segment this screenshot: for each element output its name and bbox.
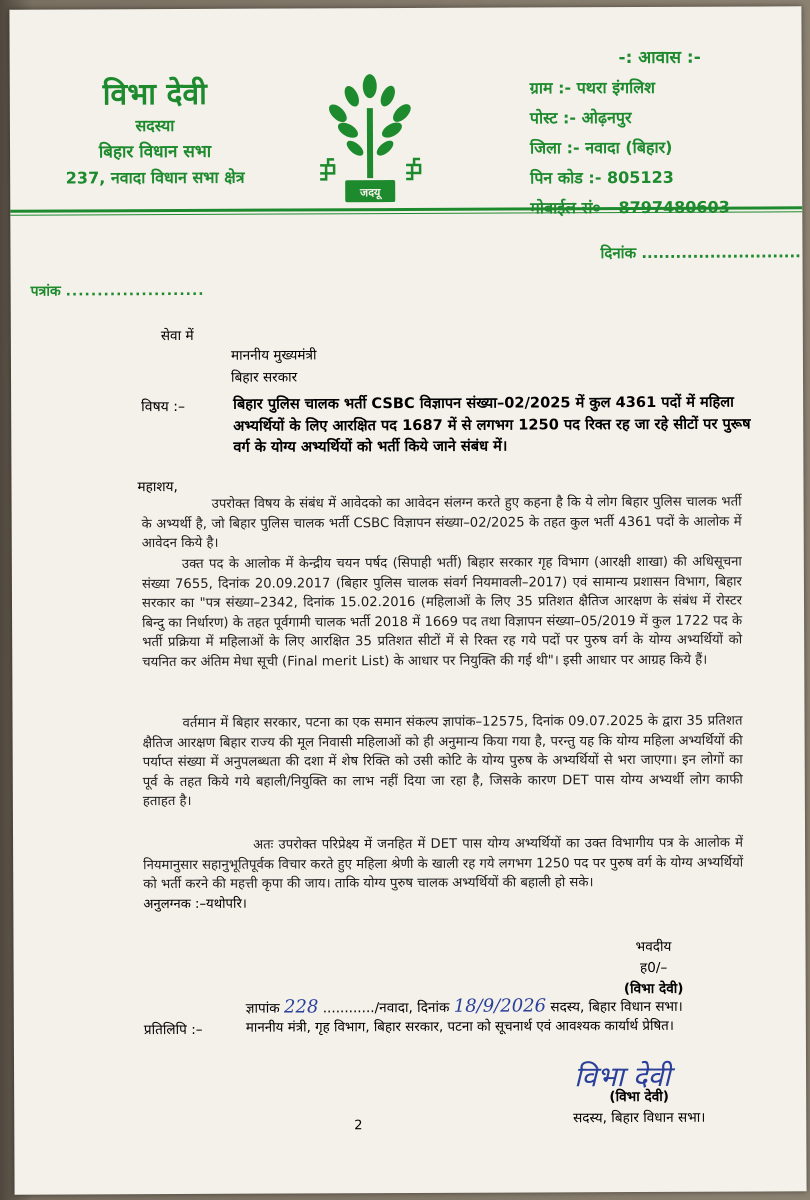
signed-mark: ह0/– [639, 959, 668, 976]
closing: भवदीय [635, 938, 672, 956]
addressee-line1: माननीय मुख्यमंत्री [230, 347, 317, 364]
signer2-name: (विभा देवी) [609, 1088, 670, 1106]
copy-text: माननीय मंत्री, गृह विभाग, बिहार सरकार, पटना को सूचनार्थ एवं आवश्यक कार्यार्थ प्रेषित। [245, 1018, 674, 1036]
address-pin: पिन कोड :- 805123 [530, 167, 674, 188]
address-district: जिला :- नवादा (बिहार) [529, 137, 673, 158]
memo-line: ज्ञापांक 228 ............/नवादा, दिनांक 18/9/2026 सदस्य, बिहार विधान सभा। [245, 995, 683, 1018]
letter-page [9, 6, 806, 1194]
subject-text: बिहार पुलिस चालक भर्ती CSBC विज्ञापन संख्या–02/2025 में कुल 4361 पदों में महिला अभ्यर्थियों के लिए आरक्षित पद 1687 में से लगभग 1250 पद रिक्त रह जा रहे सीटों पर पुरूष वर्ग के योग्य अभ्यर्थियों को भर्ती किये जाने संबंध में। [233, 393, 751, 456]
to-label: सेवा में [160, 327, 194, 345]
enclosure: अनुलग्नक :–यथोपरि। [143, 896, 247, 913]
sender-name: विभा देवी [102, 76, 207, 113]
copy-label: प्रतिलिपि :– [143, 1021, 203, 1039]
salutation: महाशय, [137, 479, 178, 496]
handwritten-signature: विभा देवी [574, 1059, 671, 1094]
signer-name: (विभा देवी) [623, 980, 684, 998]
addressee-line2: बिहार सरकार [230, 369, 298, 386]
residence-title: -: आवास :- [618, 47, 701, 69]
emblem-text: जदयू [359, 186, 381, 200]
letterhead-address [530, 42, 791, 223]
signer-block-2 [534, 1087, 744, 1130]
date-label: दिनांक ............................ [600, 243, 801, 263]
sender-assembly: बिहार विधान सभा [98, 141, 212, 163]
address-village: ग्राम :- पथरा इंगलिश [529, 77, 656, 98]
addressee [231, 344, 317, 388]
closing-block [573, 937, 733, 1001]
paragraph-4: अतः उपरोक्त परिप्रेक्ष्य में जनहित में DET पास योग्य अभ्यर्थियों का उक्त विभागीय पत्र के आलोक में नियमानुसार सहानुभूतिपूर्वक विचार करते हुए महिला श्रेणी के खाली रह गये लगभग 1250 पद पर पुरुष वर्ग के योग्य अभ्यर्थियों को भर्ती करने की महत्ती कृपा की जाय। ताकि योग्य पुरुष चालक अभ्यर्थियों की बहाली हो सके। [143, 835, 744, 893]
sender-designation: सदस्या [135, 116, 175, 136]
paragraph-1: उपरोक्त विषय के संबंध में आवेदको का आवेदन संलग्न करते हुए कहना है कि ये लोग बिहार पुलिस चालक भर्ती के अभ्यर्थी है, जो बिहार पुलिस चालक भर्ती CSBC विज्ञापन संख्या–02/2025 के तहत कुल भर्ती 4361 पदों के आलोक में आवेदन किये है। [141, 494, 742, 552]
subject-label: विषय :– [141, 398, 185, 416]
memo-date: 18/9/2026 [453, 995, 547, 1017]
memo-number: 228 [283, 996, 319, 1018]
page-number: 2 [354, 1118, 363, 1134]
paragraph-3: वर्तमान में बिहार सरकार, पटना का एक समान संकल्प ज्ञापांक–12575, दिनांक 09.07.2025 के द्वारा 35 प्रतिशत क्षैतिज आरक्षण बिहार राज्य की मूल निवासी महिलाओं को ही अनुमान्य किया गया है, परन्तु यह कि योग्य महिला अभ्यर्थियों की पर्याप्त संख्या में अनुपलब्धता की दशा में शेष रिक्ति को उसी कोटि के योग्य पुरुष के अभ्यर्थियों से भरा जाएगा। इन लोगों का पूर्व के तहत किये गये बहाली/नियुक्ति का लाभ नहीं दिया जा रहा है, जिसके कारण DET पास योग्य अभ्यर्थी लोग काफी हताहत है। [142, 713, 743, 810]
sender-constituency: 237, नवादा विधान सभा क्षेत्र [65, 167, 245, 188]
letterhead-sender [50, 77, 260, 192]
address-post: पोस्ट :- ओढ़नपुर [529, 108, 632, 128]
signer2-title: सदस्य, बिहार विधान सभा। [573, 1109, 706, 1127]
paragraph-2: उक्त पद के आलोक में केन्द्रीय चयन पर्षद (सिपाही भर्ती) बिहार सरकार गृह विभाग (आरक्षी शाखा) की अधिसूचना संख्या 7655, दिनांक 20.09.2017 (बिहार पुलिस चालक संवर्ग नियमावली–2017) एवं सामान्य प्रशासन विभाग, बिहार सरकार का "पत्र संख्या–2342, दिनांक 15.02.2016 (महिलाओं के लिए 35 प्रतिशत क्षैतिज आरक्षण के संबंध में रोस्टर बिन्दु का निर्धारण) के तहत पूर्वगामी चालक भर्ती 2018 में 1669 पद तथा विज्ञापन संख्या–05/2019 में कुल 1722 पद के भर्ती प्रक्रिया में महिलाओं के लिए आरक्षित 35 प्रतिशत सीटों में से रिक्त रह गये पदों पर पुरुष वर्ग के योग्य अभ्यर्थियों को चयनित कर अंतिम मेधा सूची (Final merit List) के आधार पर नियुक्ति की गई थी"। इसी आधार पर आग्रह किये हैं। [141, 554, 743, 671]
party-emblem-icon [310, 68, 431, 219]
reference-label: पत्रांक ...................... [30, 282, 205, 300]
